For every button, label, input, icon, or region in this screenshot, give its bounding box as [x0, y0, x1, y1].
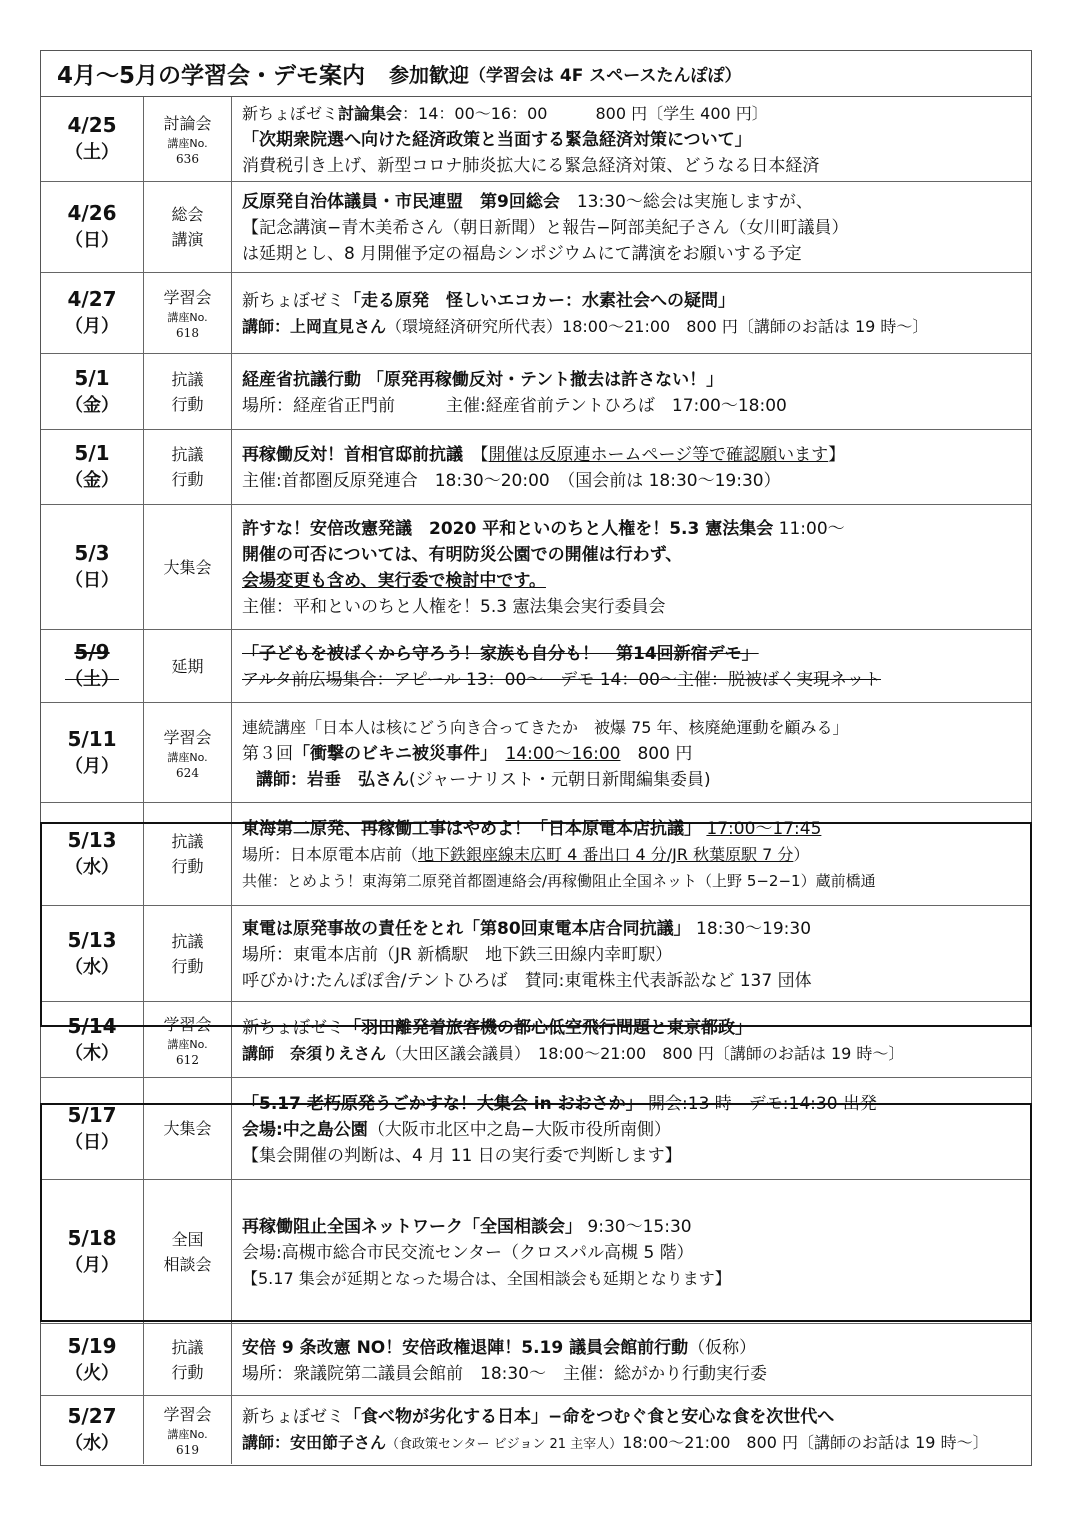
- type-label-2: 相談会: [163, 1254, 212, 1274]
- weekday-label: （日）: [65, 570, 119, 591]
- event-content: [232, 430, 1031, 504]
- event-line: [242, 314, 1025, 340]
- event-detail: 連続講座「日本人は核にどう向き合ってきたか 被爆 75 年、核廃絶運動を顧みる」: [242, 717, 849, 737]
- date-label: 5/9: [74, 640, 110, 664]
- kouza-label: 講座No.: [167, 137, 208, 150]
- event-text-segment: 18:00～21:00 800 円〔講師のお話は 19 時～〕: [622, 1433, 989, 1452]
- type-label: 抗議: [171, 1337, 204, 1357]
- event-content: [232, 1180, 1031, 1323]
- event-row-0513-a: [41, 803, 1031, 906]
- event-type: [144, 505, 232, 629]
- event-content: [232, 703, 1031, 802]
- type-label: 討論会: [163, 114, 212, 133]
- event-date: [41, 906, 144, 1001]
- event-row-0517: [41, 1078, 1031, 1180]
- event-text-segment: 会場:中之島公園: [242, 1119, 368, 1140]
- event-text-segment: 新ちょぼゼミ: [242, 104, 339, 123]
- event-row-0503: [41, 505, 1031, 630]
- date-label: 5/1: [74, 365, 110, 390]
- event-date: [41, 182, 144, 272]
- type-label-2: 行動: [171, 470, 204, 489]
- event-text-segment: 新ちょぼゼミ: [242, 1407, 344, 1427]
- event-row-0513-b: [41, 906, 1031, 1002]
- kouza-label: 講座No.: [167, 750, 208, 764]
- event-row-0501-b: [41, 430, 1031, 505]
- date-label: 5/27: [67, 1404, 117, 1428]
- kouza-number: 624: [176, 765, 199, 780]
- event-text-segment: 14:00～16:00: [505, 743, 621, 764]
- event-text-segment: 許すな！安倍改憲発議 2020 平和といのちと人権を！5.3 憲法集会: [242, 519, 774, 539]
- date-label: 4/26: [67, 201, 117, 225]
- kouza-number: 612: [176, 1052, 199, 1067]
- event-line: [242, 1015, 1025, 1041]
- weekday-label: （水）: [65, 857, 119, 878]
- event-line: [242, 367, 1025, 393]
- weekday-label: （土）: [65, 142, 119, 163]
- event-detail: は延期とし、8 月開催予定の福島シンポジウムにて講演をお願いする予定: [242, 244, 802, 264]
- event-text-segment: （大阪市北区中之島−大阪市役所南側）: [367, 1119, 672, 1140]
- event-line: [242, 1404, 1025, 1430]
- event-detail: 【記念講演−青木美希さん（朝日新聞）と報告−阿部美紀子さん（女川町議員）: [242, 218, 849, 238]
- weekday-label: （日）: [65, 1131, 119, 1153]
- event-text-segment: 講師 奈須りえさん: [242, 1043, 387, 1063]
- website-link[interactable]: 開催は反原連ホームページ等で確認願います: [488, 445, 829, 465]
- type-label: 学習会: [163, 727, 212, 747]
- type-label-2: 行動: [171, 956, 204, 976]
- date-label: 5/1: [74, 441, 110, 465]
- date-label: 5/11: [67, 726, 117, 751]
- date-label: 4/27: [67, 287, 117, 311]
- event-detail: 会場:高槻市総合市民交流センター（クロスパル高槻 5 階）: [242, 1242, 694, 1263]
- event-line: [242, 741, 1025, 767]
- event-type: [144, 430, 232, 504]
- kouza-number: 619: [176, 1443, 199, 1457]
- event-text-segment: 経産省抗議行動 「原発再稼働反対・テント撤去は許さない！」: [242, 369, 724, 390]
- event-line: [242, 1335, 1025, 1361]
- type-label: 抗議: [171, 832, 204, 851]
- event-date: [41, 1180, 144, 1323]
- event-type: [144, 906, 232, 1001]
- page-header: [41, 51, 1031, 97]
- event-date: [41, 505, 144, 629]
- event-text-segment: 】: [828, 445, 846, 465]
- date-label: 5/3: [74, 541, 110, 565]
- event-text-segment: 「5.17 老朽原発うごかすな！大集会 in おおさか」: [242, 1093, 643, 1114]
- event-detail: 主催:首都圏反原発連合 18:30～20:00 （国会前は 18:30～19:30）: [242, 471, 781, 491]
- event-row-0425: [41, 97, 1031, 182]
- kouza-label: 講座No.: [167, 1428, 208, 1441]
- event-content: [232, 1324, 1031, 1395]
- event-text-segment: 再稼働阻止全国ネットワーク「全国相談会」: [242, 1216, 582, 1237]
- event-date: [41, 630, 144, 702]
- event-line: [242, 442, 1025, 468]
- event-content: [232, 630, 1031, 702]
- event-date: [41, 1002, 144, 1077]
- event-text-segment: [489, 744, 506, 764]
- event-row-0427: [41, 273, 1031, 354]
- type-label: 学習会: [163, 288, 212, 307]
- event-type: [144, 273, 232, 353]
- date-label: 5/17: [67, 1102, 117, 1127]
- event-date: [41, 803, 144, 905]
- type-label: 大集会: [163, 1119, 212, 1138]
- event-text-segment: 場所：日本原電本店前（: [242, 845, 419, 864]
- event-content: [232, 906, 1031, 1001]
- type-label: 抗議: [171, 369, 204, 389]
- event-row-0518: [41, 1180, 1031, 1324]
- event-content: [232, 273, 1031, 353]
- event-text-segment: 東海第二原発、再稼働工事はやめよ！「日本原電本店抗議」: [242, 819, 701, 839]
- event-line: [242, 1041, 1025, 1067]
- event-note: 【集会開催の判断は、4 月 11 日の実行委で判断します】: [242, 1145, 682, 1166]
- event-row-0519: [41, 1324, 1031, 1396]
- type-label: 延期: [171, 656, 204, 676]
- event-organizer: 呼びかけ:たんぽぽ舎/テントひろば 賛同:東電株主代表訴訟など 137 団体: [242, 970, 812, 991]
- event-content: [232, 1078, 1031, 1179]
- event-line: [242, 1117, 1025, 1143]
- weekday-label: （土）: [65, 669, 119, 690]
- event-text-segment: 開会:13 時 デモ:14:30 出発: [642, 1093, 877, 1114]
- event-date: [41, 1078, 144, 1179]
- event-organizer: 共催：とめよう！東海第二原発首都圏連絡会/再稼働阻止全国ネット（上野 5−2−1）蔵前橋通: [242, 872, 876, 890]
- event-row-0514: [41, 1002, 1031, 1078]
- event-text-segment: 第３回: [242, 743, 293, 764]
- event-text-segment: ：14：00～16：00 800 円〔学生 400 円〕: [402, 104, 768, 123]
- event-text-segment: 新ちょぼゼミ: [242, 1017, 344, 1038]
- event-line: [242, 516, 1025, 542]
- date-label: 5/18: [67, 1225, 117, 1250]
- event-detail: 場所：衆議院第二議員会館前 18:30～ 主催：総がかり行動実行委: [242, 1363, 767, 1384]
- event-type: [144, 182, 232, 272]
- event-text-segment: (ジャーナリスト・元朝日新聞編集委員): [409, 769, 711, 790]
- event-type: [144, 803, 232, 905]
- event-detail: 消費税引き上げ、新型コロナ肺炎拡大にる緊急経済対策、どうなる日本経済: [242, 156, 820, 176]
- event-content: [232, 803, 1031, 905]
- event-text-segment: 18:30～19:30: [690, 918, 812, 939]
- event-type: [144, 703, 232, 802]
- event-type: [144, 354, 232, 429]
- event-text-segment: 9:30～15:30: [582, 1216, 692, 1237]
- event-row-0426: [41, 182, 1031, 273]
- event-text-segment: 講師：岩垂 弘さん: [256, 769, 409, 790]
- page-title: 4月～5月の学習会・デモ案内: [57, 63, 366, 89]
- event-detail: 場所：経産省正門前 主催:経産省前テントひろば 17:00～18:00: [242, 395, 787, 416]
- event-date: [41, 1324, 144, 1395]
- event-row-0511: [41, 703, 1031, 803]
- venue-note: （学習会は 4F スペースたんぽぽ）: [469, 66, 742, 86]
- date-label: 5/13: [67, 828, 117, 852]
- type-label: 学習会: [163, 1405, 212, 1424]
- date-label: 4/25: [67, 113, 117, 137]
- date-label: 5/19: [67, 1333, 117, 1358]
- event-type: [144, 1324, 232, 1395]
- event-line: [242, 1214, 1025, 1240]
- event-line: [242, 1091, 1025, 1117]
- event-text-segment: （環境経済研究所代表）18:00～21:00 800 円〔講師のお話は 19 時～〕: [386, 317, 929, 336]
- event-text-segment: 【: [463, 445, 489, 465]
- weekday-label: （金）: [65, 394, 119, 416]
- type-label: 大集会: [163, 557, 212, 577]
- event-detail: アルタ前広場集合：アピール 13：00～ デモ 14：00～主催：脱被ばく実現ネット: [242, 670, 881, 690]
- kouza-number: 636: [176, 152, 199, 166]
- type-label-2: 行動: [171, 1362, 204, 1382]
- event-date: [41, 430, 144, 504]
- event-content: [232, 1002, 1031, 1077]
- event-content: [232, 1396, 1031, 1464]
- event-line: [242, 288, 1025, 314]
- event-line: [242, 767, 1025, 793]
- event-text-segment: 「食べ物が劣化する日本」−命をつむぐ食と安心な食を次世代へ: [344, 1407, 835, 1427]
- event-title: 「次期衆院選へ向けた経済政策と当面する緊急経済対策について」: [242, 130, 752, 150]
- event-content: [232, 505, 1031, 629]
- event-text-segment: 地下鉄銀座線末広町 4 番出口 4 分/JR 秋葉原駅 7 分: [418, 845, 794, 864]
- date-label: 5/13: [67, 927, 117, 952]
- event-date: [41, 273, 144, 353]
- event-detail: 場所：東電本店前（JR 新橋駅 地下鉄三田線内幸町駅）: [242, 944, 673, 965]
- type-label-2: 行動: [171, 394, 204, 414]
- event-type: [144, 1078, 232, 1179]
- event-line: [242, 916, 1025, 942]
- event-type: [144, 1180, 232, 1323]
- event-text-segment: （食政策センター ビジョン 21 主宰人）: [386, 1437, 623, 1452]
- event-text-segment: 「衝撃のビキニ被災事件」: [293, 743, 489, 764]
- event-text-segment: 反原発自治体議員・市民連盟 第9回総会: [242, 192, 560, 212]
- event-text-segment: 講師：安田節子さん: [242, 1433, 387, 1452]
- schedule-document: [40, 50, 1032, 1466]
- type-label-2: 講演: [171, 230, 204, 249]
- event-text-segment: （仮称）: [688, 1337, 757, 1358]
- event-row-0501-a: [41, 354, 1031, 430]
- weekday-label: （月）: [65, 1254, 119, 1276]
- date-label: 5/14: [67, 1013, 117, 1038]
- type-label: 全国: [171, 1229, 204, 1249]
- weekday-label: （木）: [65, 1042, 119, 1064]
- event-text-segment: 17:00～17:45: [706, 819, 822, 839]
- weekday-label: （水）: [65, 956, 119, 978]
- type-label: 抗議: [171, 445, 204, 464]
- event-text-segment: 「走る原発 怪しいエコカー：水素社会への疑問」: [344, 291, 735, 311]
- event-detail: 開催の可否については、有明防災公園での開催は行わず、: [242, 545, 683, 565]
- event-type: [144, 1396, 232, 1464]
- event-type: [144, 97, 232, 181]
- event-line: [242, 189, 1025, 215]
- weekday-label: （水）: [65, 1433, 119, 1454]
- event-detail: 会場変更も含め、実行委で検討中です。: [242, 571, 546, 591]
- event-text-segment: 東電は原発事故の責任をとれ「第80回東電本店合同抗議」: [242, 918, 691, 939]
- weekday-label: （火）: [65, 1362, 119, 1384]
- event-line: [242, 816, 1025, 842]
- event-line: [242, 101, 1025, 127]
- type-label: 総会: [171, 205, 204, 224]
- event-text-segment: 討論集会: [338, 104, 403, 123]
- event-date: [41, 354, 144, 429]
- kouza-label: 講座No.: [167, 1037, 208, 1051]
- kouza-number: 618: [176, 326, 199, 340]
- event-line: [242, 842, 1025, 868]
- event-title: 「子どもを被ばくから守ろう！家族も自分も！ 第14回新宿デモ」: [242, 644, 759, 664]
- event-text-segment: 再稼働反対！首相官邸前抗議: [242, 445, 463, 465]
- event-text-segment: 13:30～総会は実施しますが、: [559, 192, 813, 212]
- event-content: [232, 182, 1031, 272]
- kouza-label: 講座No.: [167, 311, 208, 324]
- event-row-0527: [41, 1396, 1031, 1464]
- event-text-segment: ）: [793, 845, 810, 864]
- event-organizer: 主催：平和といのちと人権を！5.3 憲法集会実行委員会: [242, 597, 666, 617]
- event-date: [41, 703, 144, 802]
- welcome-label: 参加歓迎: [389, 63, 470, 87]
- weekday-label: （日）: [65, 230, 119, 251]
- type-label: 学習会: [163, 1014, 212, 1034]
- type-label: 抗議: [171, 931, 204, 951]
- event-content: [232, 354, 1031, 429]
- event-row-0509: [41, 630, 1031, 703]
- event-text-segment: 新ちょぼゼミ: [242, 291, 344, 311]
- event-date: [41, 1396, 144, 1464]
- event-line: [242, 1430, 1025, 1458]
- weekday-label: （月）: [65, 755, 119, 777]
- event-type: [144, 1002, 232, 1077]
- event-date: [41, 97, 144, 181]
- event-type: [144, 630, 232, 702]
- event-note: 【5.17 集会が延期となった場合は、全国相談会も延期となります】: [242, 1268, 731, 1288]
- weekday-label: （月）: [65, 316, 119, 337]
- event-content: [232, 97, 1031, 181]
- type-label-2: 行動: [171, 857, 204, 876]
- event-text-segment: 「羽田離発着旅客機の都心低空飛行問題と東京都政」: [344, 1017, 752, 1038]
- event-text-segment: 講師：上岡直見さん: [242, 317, 387, 336]
- event-text-segment: 800 円: [620, 743, 693, 764]
- weekday-label: （金）: [65, 470, 119, 491]
- event-text-segment: 安倍 9 条改憲 NO！安倍政権退陣！5.19 議員会館前行動: [242, 1337, 689, 1358]
- event-text-segment: 11:00～: [773, 519, 845, 539]
- event-text-segment: （大田区議会議員） 18:00～21:00 800 円〔講師のお話は 19 時～〕: [386, 1043, 905, 1063]
